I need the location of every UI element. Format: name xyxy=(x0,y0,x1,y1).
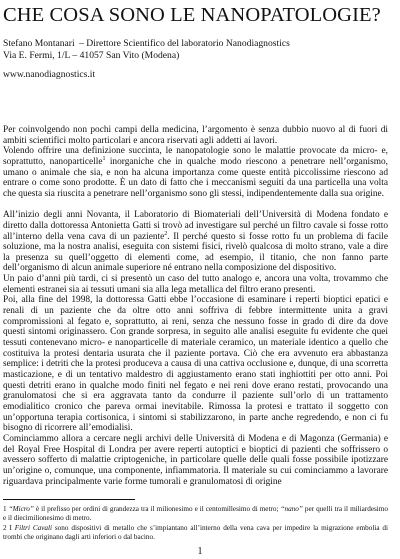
paragraph-1998-case: Poi, alla fine del 1998, la dottoressa Gatti ebbe l’occasione di esaminare i reperti bioptici epatici e renali di un paziente che da oltre otto anni soffriva di febbre intermittente unita a gravi compromissioni al fegato e, soprattutto, ai reni, senza che nessuno fosse in grado di dire da dove questi sintomi originassero. Con grande sorpresa, in seguito alle analisi eseguite fu evidente che quei tessuti contenevano micro- e nanoparticelle di materiale ceramico, un materiale identico a quello che costituiva la protesi dentaria usurata che il paziente portava. Ciò che era avvenuto era abbastanza semplice: i detriti che la protesi produceva a causa di una cattiva occlusione e, dunque, di una scorretta masticazione, e di un tentativo maldestro di aggiustamento erano stati inghiottiti per otto anni. Poi questi detriti erano in qualche modo finiti nel fegato e nei reni dove erano restati, provocando una granulomatosi che si era aggravata tanto da condurre il paziente sull’orlo di un trattamento emodialitico cronico che pareva ormai inevitabile. Rimossa la protesi e trattato il soggetto con un’opportuna terapia cortisonica, i sintomi si stabilizzarono, in parte anche regredendo, e non ci fu bisogno di ricorrere all’emodialisi. xyxy=(3,295,388,434)
footnote-1 xyxy=(3,505,388,522)
author-role: – Direttore Scientifico del laboratorio Nanodiagnostics xyxy=(79,38,290,49)
paragraph-text: All’inizio degli anni Novanta, il Laboratorio di Biomateriali dell’Università di Modena fondato e diretto dalla dottoressa Antonietta Gatti si trovò ad investigare sul perché un filtro cavale si fosse rotto all’interno della vena cava di un paziente xyxy=(3,210,388,242)
website-link[interactable]: www.nanodiagnostics.it xyxy=(3,69,96,80)
footnote-number: 2 xyxy=(3,524,7,533)
paragraph-intro: Per coinvolgendo non pochi campi della medicina, l’argomento è senza dubbio nuovo al di fuori di ambiti scientifici molto particolari e ancora riservati agli addetti ai lavori. xyxy=(3,125,388,146)
paragraph-text: . Il perché questo si fosse rotto fu un problema di facile soluzione, ma la nostra analisi, eseguita con sistemi fisici, rivelò qualcosa di molto strano, vale a dire la presenza su quell’oggetto di elementi come, ad esempio, il titanio, che non fanno parte dell’organismo di alcun animale superiore né entrano nella composizione del dispositivo. xyxy=(3,231,388,274)
article-body xyxy=(3,125,388,487)
paragraph-archives: Cominciammo allora a cercare negli archivi delle Università di Modena e di Magonza (Germania) e del Royal Free Hospital di Londra per avere reperti autoptici e bioptici di pazienti che soffrissero o avessero sofferto di malattie criptogeniche, in particolare quelle delle quali fosse possibile ipotizzare un’origine o, comunque, una componente, infiammatoria. Il materiale su cui cominciammo a lavorare riguardava principalmente varie forme tumorali e granulomatosi di origine xyxy=(3,433,388,487)
footnote-text: I xyxy=(6,524,15,533)
footnote-term: “nano” xyxy=(280,505,303,513)
footnote-ref-2[interactable]: 2 xyxy=(164,230,168,237)
footnote-term: “Micro” xyxy=(8,505,34,513)
footnote-text: è il prefisso per ordini di grandezza tra il milionesimo e il centomillesimo di metro; xyxy=(33,505,281,513)
paragraph-definition xyxy=(3,146,388,199)
footnote-ref-1[interactable]: 1 xyxy=(102,155,106,162)
footnote-term: Filtri Cavali xyxy=(14,524,52,533)
footnote-text: per quelli tra il miliardesimo e il diecimilionesimo di metro. xyxy=(3,505,388,522)
author-line xyxy=(3,38,290,50)
paragraph-text: inorganiche che in qualche modo riescono a penetrare nell’organismo, umano o animale che sia, e non ha alcuna importanza come queste entità piccolissime riescono ad entrare o come sono prodotte. È un dato di fatto che i meccanismi seguiti da una particella una volta che questa sia riuscita a penetrare nell’organismo sono gli stessi, indipendentemente dalla sua origine. xyxy=(3,156,388,199)
page-number: 1 xyxy=(197,546,203,557)
author-name: Stefano Montanari xyxy=(3,38,75,49)
paragraph-text: Volendo offrire una definizione succinta, le nanopatologie sono le malattie provocate da micro- e, soprattutto, nanoparticelle xyxy=(3,146,388,167)
footnotes xyxy=(3,505,388,543)
paragraph-history xyxy=(3,210,388,274)
page-title: CHE COSA SONO LE NANOPATOLOGIE? xyxy=(3,4,381,26)
author-address: Via E. Fermi, 1/L – 41057 San Vito (Modena) xyxy=(3,50,180,61)
footnote-number: 1 xyxy=(3,505,7,513)
footnote-2 xyxy=(3,524,388,541)
footnote-text: sono dispositivi di metallo che s’impiantano all’interno della vena cava per impedire la migrazione embolia di trombi che originano dagli arti inferiori o dal bacino. xyxy=(3,524,388,541)
footnote-divider xyxy=(3,499,135,500)
paragraph-second-case: Un paio d’anni più tardi, ci si presentò un caso del tutto analogo e, ancora una volta, trovammo che elementi estranei sia ai tessuti umani sia alla lega metallica del filtro erano presenti. xyxy=(3,274,388,295)
